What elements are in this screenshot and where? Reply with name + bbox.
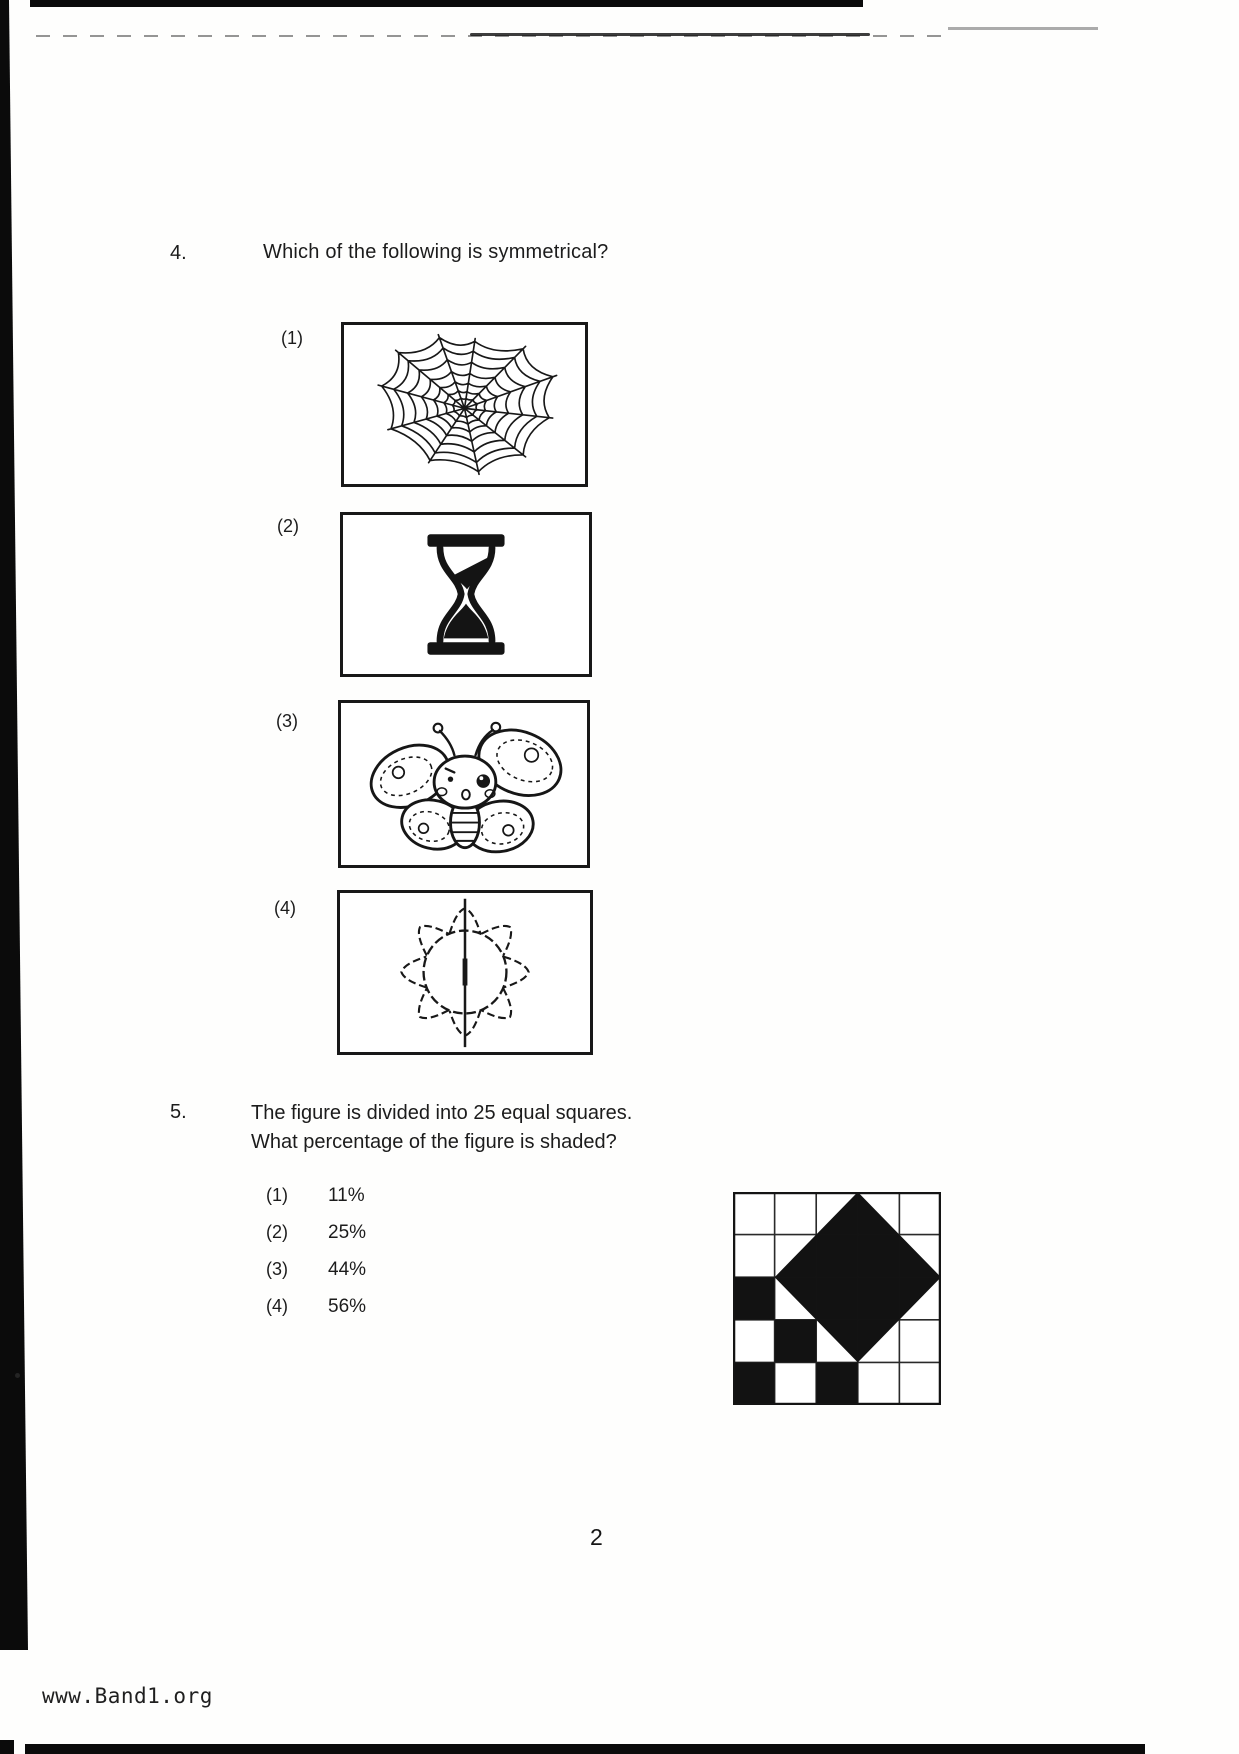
q5-option-2-label: (2) (266, 1222, 288, 1242)
scan-artifact-bottom-bar (25, 1744, 1145, 1754)
hourglass-figure (340, 512, 592, 677)
q5-option-4-label: (4) (266, 1296, 288, 1316)
flower-drawing (340, 893, 590, 1052)
scan-artifact-corner-mark (0, 1740, 14, 1754)
scan-artifact-scratch-dark (470, 33, 870, 36)
q5-option-1-value: 11% (328, 1185, 365, 1206)
question-4-text: Which of the following is symmetrical? (263, 241, 609, 263)
q5-option-1-label: (1) (266, 1185, 288, 1205)
q4-option-3-label: (3) (276, 711, 298, 731)
scan-artifact-scratch-right (948, 27, 1098, 30)
shaded-grid-drawing (733, 1192, 941, 1405)
hourglass-drawing (343, 515, 589, 674)
shaded-grid-figure (733, 1192, 941, 1410)
butterfly-drawing (341, 703, 587, 865)
q4-option-1-label: (1) (281, 328, 303, 348)
scan-artifact-margin-dot (15, 1373, 20, 1378)
footer-url: www.Band1.org (42, 1684, 213, 1708)
q5-option-2-value: 25% (328, 1222, 367, 1243)
question-4-number: 4. (170, 242, 187, 264)
question-5-text (251, 1099, 681, 1157)
page-number: 2 (590, 1524, 603, 1550)
flower-figure (337, 890, 593, 1055)
spider-web-figure (341, 322, 588, 487)
q4-option-2-label: (2) (277, 516, 299, 536)
question-5-text-line2: What percentage of the figure is shaded? (251, 1131, 617, 1153)
scan-artifact-left-bar (0, 0, 30, 1650)
scan-artifact-top-bar (30, 0, 863, 7)
q5-option-3-value: 44% (328, 1259, 367, 1280)
spider-web-drawing (344, 325, 585, 484)
q5-option-4-value: 56% (328, 1296, 367, 1317)
q5-option-3-label: (3) (266, 1259, 288, 1279)
question-5-number: 5. (170, 1101, 187, 1123)
q4-option-4-label: (4) (274, 898, 296, 918)
butterfly-figure (338, 700, 590, 868)
question-5-text-line1: The figure is divided into 25 equal squares. (251, 1102, 633, 1124)
